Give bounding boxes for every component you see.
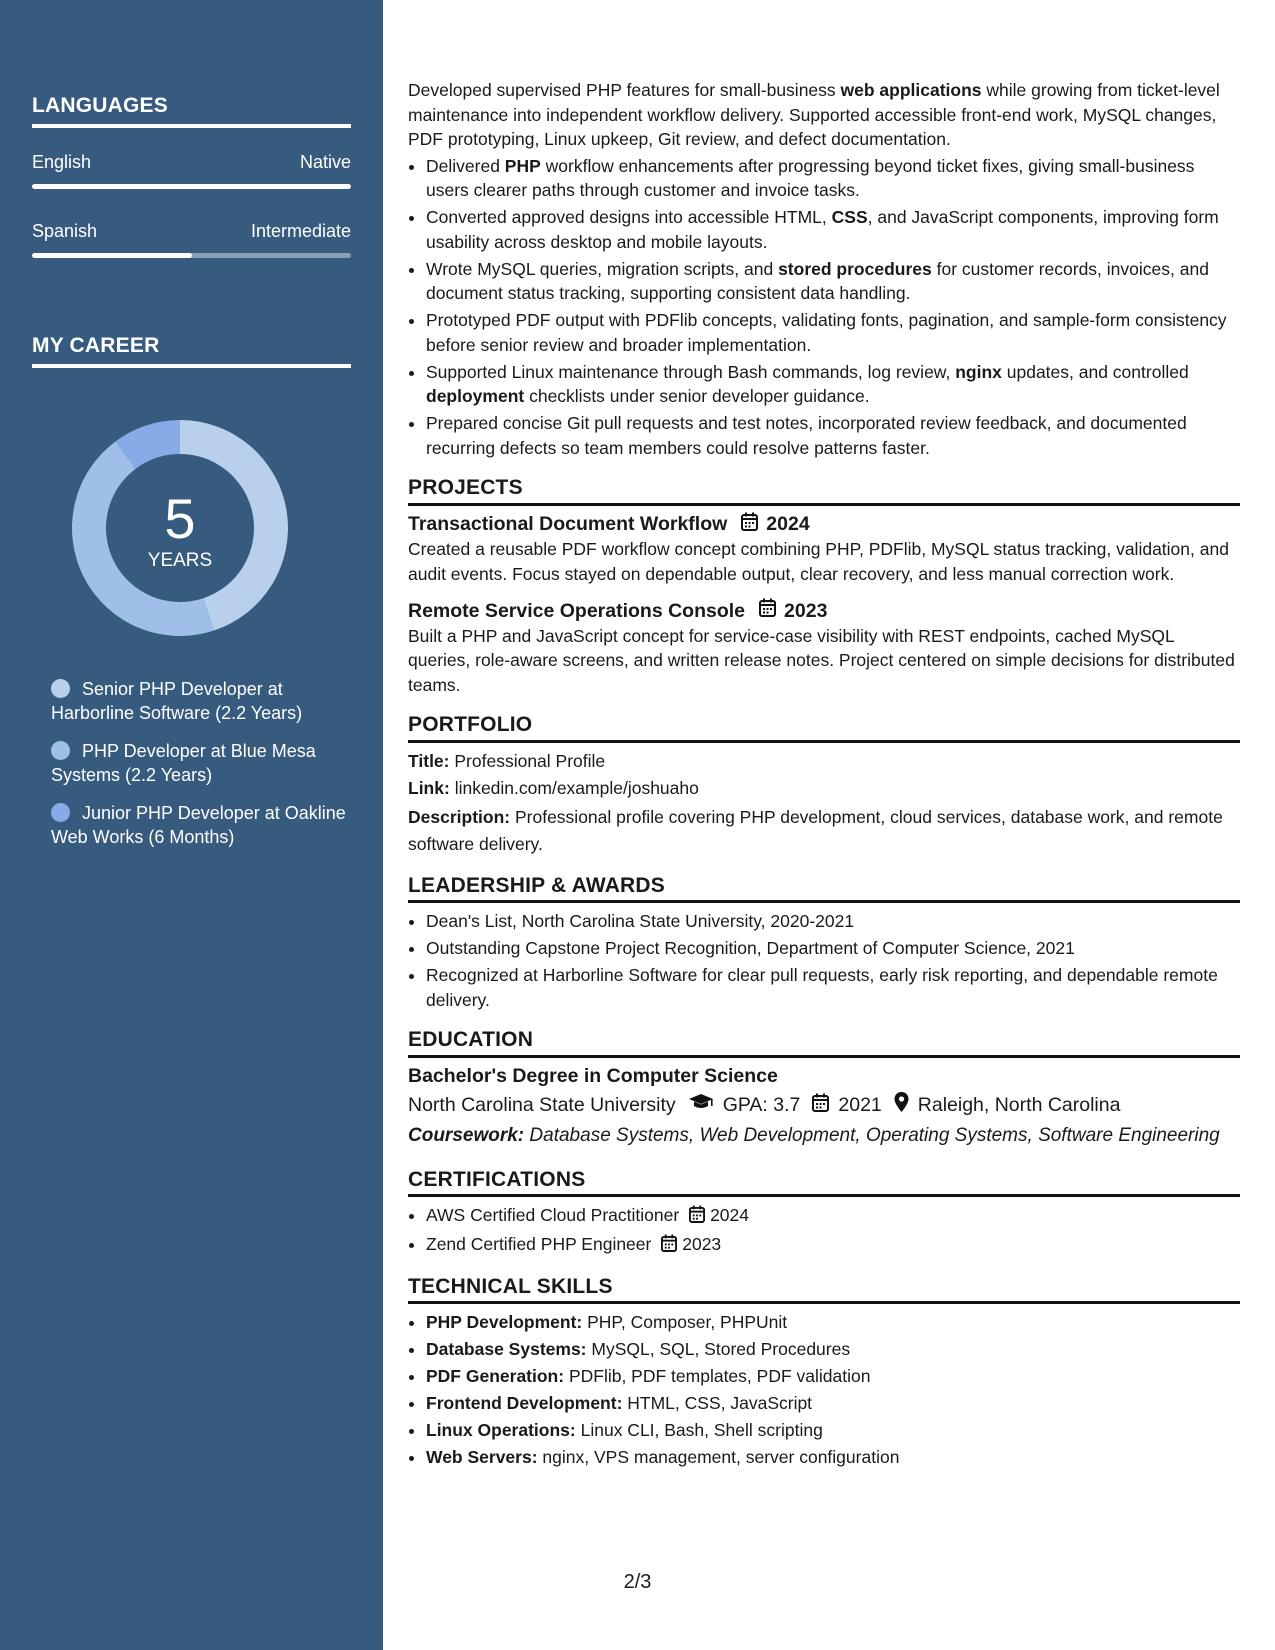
language-bar-fill [32,184,351,189]
language-bar-english [32,184,351,189]
project-year: 2023 [784,599,828,622]
portfolio-link-value[interactable]: linkedin.com/example/joshuaho [454,778,699,798]
education-school: North Carolina State University [408,1094,676,1116]
experience-bullet [426,257,1240,306]
career-total-number: 5 [164,487,196,550]
skill-label: Web Servers: [426,1447,538,1467]
portfolio-title-value: Professional Profile [454,750,606,771]
bullet-text: , and JavaScript components, improving form usability across desktop and mobile layouts. [426,207,1219,252]
portfolio-description-label: Description: [408,806,511,827]
career-dot-icon [51,803,70,822]
skill-item [426,1364,1240,1389]
project-title: Transactional Document Workflow [408,513,728,535]
bullet-text: workflow enhancements after progressing beyond ticket fixes, giving small-business users clearer paths through customer and invoice tasks. [426,155,1195,200]
skill-item [426,1418,1240,1443]
skills-list [408,1310,1240,1470]
calendar-icon [741,512,758,538]
education-details [408,1092,1240,1119]
sidebar [0,0,383,1650]
project-description: Created a reusable PDF workflow concept combining PHP, PDFlib, MySQL status tracking, validation, and audit events. Focus stayed on dependable output, clear recovery, and less manual correction work. [408,539,1229,584]
language-level: Intermediate [250,221,351,241]
skill-label: Linux Operations: [426,1420,576,1440]
bullet-keyword: PHP [504,155,541,176]
education-coursework [408,1123,1240,1148]
summary-text: while growing from ticket-level maintenance into independent workflow delivery. Supported accessible front-end work, MySQL changes, PDF prototyping, Linux upkeep, Git review, and defect documentation. [408,80,1220,149]
bullet-keyword: stored procedures [778,258,932,279]
portfolio-link [408,776,1240,801]
skill-value: Linux CLI, Bash, Shell scripting [580,1420,823,1440]
language-bar-spanish [32,253,351,258]
career-item-text: Senior PHP Developer at Harborline Software (2.2 Years) [51,679,303,723]
calendar-icon [689,1205,705,1230]
summary-keyword: web applications [840,80,982,100]
project-title-row [408,512,1240,538]
awards-list [408,909,1240,1012]
bullet-text: Prepared concise Git pull requests and test notes, incorporated review feedback, and documented recurring defects so team members could resolve patterns faster. [426,413,1187,458]
bullet-keyword: nginx [955,361,1002,382]
coursework-value: Database Systems, Web Development, Operating Systems, Software Engineering [529,1124,1220,1146]
career-item [51,801,351,849]
career-dot-icon [51,741,70,760]
certifications-list [408,1203,1240,1259]
summary-text: Developed supervised PHP features for small-business [408,80,841,100]
bullet-text: updates, and controlled [1001,361,1189,382]
award-item: • Recognized at Harborline Software for clear pull requests, early risk reporting, and dependable remote delivery. [426,963,1240,1012]
skill-label: PDF Generation: [426,1366,565,1386]
career-item-text: PHP Developer at Blue Mesa Systems (2.2 Years) [51,741,316,785]
bullet-text: Converted approved designs into accessible HTML, [426,207,832,227]
coursework-label: Coursework: [408,1124,525,1146]
skill-value: PDFlib, PDF templates, PDF validation [568,1366,871,1386]
skill-label: Frontend Development: [426,1393,623,1413]
certification-name: AWS Certified Cloud Practitioner [426,1205,680,1225]
map-pin-icon [894,1092,909,1119]
skill-value: PHP, Composer, PHPUnit [587,1312,788,1332]
bullet-text: Wrote MySQL queries, migration scripts, and [426,258,779,279]
awards-heading: LEADERSHIP & AWARDS [408,874,1240,904]
skill-value: MySQL, SQL, Stored Procedures [591,1339,851,1359]
career-donut-center [65,413,295,643]
projects-heading: PROJECTS [408,476,1240,506]
career-heading: MY CAREER [32,334,351,368]
education-degree: Bachelor's Degree in Computer Science [408,1064,778,1087]
certification-item [426,1232,1240,1259]
career-item [51,739,351,787]
bullet-keyword: CSS [831,207,868,227]
bullet-keyword: deployment [426,386,525,406]
graduation-cap-icon [688,1093,714,1118]
bullet-text: Supported Linux maintenance through Bash commands, log review, [426,361,956,382]
language-name: English [32,152,92,172]
portfolio-link-label: Link: [408,778,450,798]
calendar-icon [759,598,776,624]
experience-bullet [426,360,1240,409]
language-name: Spanish [32,221,98,241]
skill-item [426,1310,1240,1335]
career-donut [65,413,295,643]
experience-bullet [426,205,1240,254]
language-level: Native [299,152,351,172]
experience-bullet [426,154,1240,203]
language-row-english [32,152,351,173]
career-item-text: Junior PHP Developer at Oakline Web Works (6 Months) [51,803,346,847]
project-title: Remote Service Operations Console [408,599,746,622]
portfolio-title [408,749,1240,774]
portfolio-title-label: Title: [408,750,450,771]
experience-bullet [426,308,1240,357]
skill-value: HTML, CSS, JavaScript [627,1393,813,1413]
career-list [51,677,351,863]
language-row-spanish [32,221,351,242]
career-dot-icon [51,679,70,698]
skill-value: nginx, VPS management, server configuration [542,1447,900,1467]
portfolio-heading: PORTFOLIO [408,713,1240,743]
calendar-icon [661,1234,677,1259]
languages-heading: LANGUAGES [32,94,351,128]
bullet-text: checklists under senior developer guidance. [524,386,870,406]
career-total-unit: YEARS [147,550,213,571]
education-gpa: GPA: 3.7 [722,1094,801,1116]
bullet-text: for customer records, invoices, and document status tracking, supporting consistent data handling. [426,258,1209,303]
award-item: • Outstanding Capstone Project Recognition, Department of Computer Science, 2021 [426,936,1240,961]
experience-bullets [408,154,1240,461]
education-location: Raleigh, North Carolina [917,1094,1121,1116]
certification-year: 2024 [710,1205,750,1225]
certification-name: Zend Certified PHP Engineer [426,1234,652,1254]
skill-item [426,1445,1240,1470]
career-item [51,677,351,725]
award-item: • Dean's List, North Carolina State University, 2020-2021 [426,909,1240,934]
education-heading: EDUCATION [408,1028,1240,1058]
skill-label: PHP Development: [426,1312,583,1332]
certification-item [426,1203,1240,1230]
project-year: 2024 [766,513,810,535]
project-title-row [408,598,1240,624]
skills-heading: TECHNICAL SKILLS [408,1275,1240,1305]
experience-summary [408,78,1240,152]
experience-bullet [426,411,1240,460]
project-description: Built a PHP and JavaScript concept for service-case visibility with REST endpoints, cached MySQL queries, role-aware screens, and written release notes. Project centered on simple decisions for distributed teams. [408,625,1235,695]
certifications-heading: CERTIFICATIONS [408,1168,1240,1198]
certification-year: 2023 [682,1234,722,1254]
education-year: 2021 [838,1094,882,1116]
language-bar-fill [32,253,192,258]
page-number: 2/3 [623,1571,652,1593]
main-content [408,78,1240,1472]
bullet-text: Prototyped PDF output with PDFlib concepts, validating fonts, pagination, and sample-form consistency before senior review and broader implementation. [426,310,1227,355]
calendar-icon [812,1093,829,1119]
skill-item [426,1391,1240,1416]
portfolio-description-value: Professional profile covering PHP development, cloud services, database work, and remote software delivery. [408,806,1223,854]
skill-item [426,1337,1240,1362]
portfolio-description [408,804,1240,858]
bullet-text: Delivered [426,155,505,176]
skill-label: Database Systems: [426,1339,587,1359]
